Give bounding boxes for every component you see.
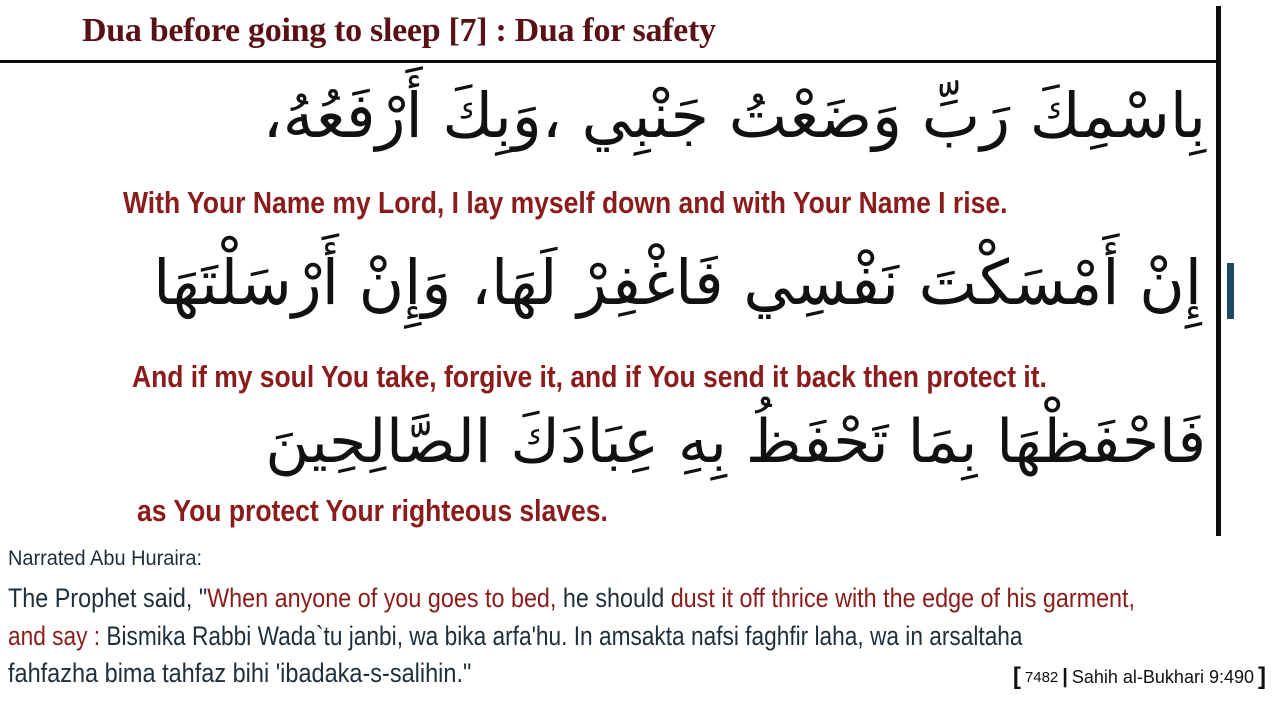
reference-source: Sahih al-Bukhari 9:490 <box>1071 666 1254 687</box>
hadith-line-2 <box>8 621 1023 652</box>
side-marker <box>1227 263 1234 319</box>
reference-number: 7482 <box>1024 668 1059 686</box>
hadith-line-1-middle: he should <box>556 583 671 613</box>
title-underline-divider <box>0 60 1218 63</box>
arabic-verse-1: بِاسْمِكَ رَبِّ وَضَعْتُ جَنْبِي ،وَبِكَ أَرْفَعُهُ، <box>262 79 1206 152</box>
hadith-line-1 <box>8 583 1135 614</box>
arabic-verse-2: إِنْ أَمْسَكْتَ نَفْسِي فَاغْفِرْ لَهَا، وَإِنْ أَرْسَلْتَهَا <box>153 246 1202 319</box>
hadith-narrator: Narrated Abu Huraira: <box>8 547 203 570</box>
reference-open-bracket: [ <box>1012 663 1021 690</box>
hadith-reference <box>1013 663 1266 691</box>
page-title: Dua before going to sleep [7] : Dua for safety <box>82 12 716 49</box>
hadith-line-1-highlight-2: dust it off thrice with the edge of his garment, <box>670 583 1136 613</box>
hadith-line-2-highlight: and say : <box>8 621 107 651</box>
hadith-line-1-intro: The Prophet said, " <box>8 583 208 613</box>
reference-separator: | <box>1062 665 1068 688</box>
hadith-line-3: fahfazha bima tahfaz bihi 'ibadaka-s-salihin." <box>8 658 472 688</box>
hadith-line-1-highlight-1: When anyone of you goes to bed, <box>207 583 557 613</box>
hadith-line-2-transliteration: Bismika Rabbi Wada`tu janbi, wa bika arfa'hu. In amsakta nafsi faghfir laha, wa in arsaltaha <box>106 621 1023 651</box>
translation-verse-2: And if my soul You take, forgive it, and if You send it back then protect it. <box>132 359 1047 394</box>
translation-verse-3: as You protect Your righteous slaves. <box>137 493 608 528</box>
reference-close-bracket: ] <box>1258 663 1266 690</box>
arabic-verse-3: فَاحْفَظْهَا بِمَا تَحْفَظُ بِهِ عِبَادَكَ الصَّالِحِينَ <box>265 407 1206 477</box>
vertical-rule-divider <box>1216 6 1221 536</box>
translation-verse-1: With Your Name my Lord, I lay myself down and with Your Name I rise. <box>123 185 1008 220</box>
